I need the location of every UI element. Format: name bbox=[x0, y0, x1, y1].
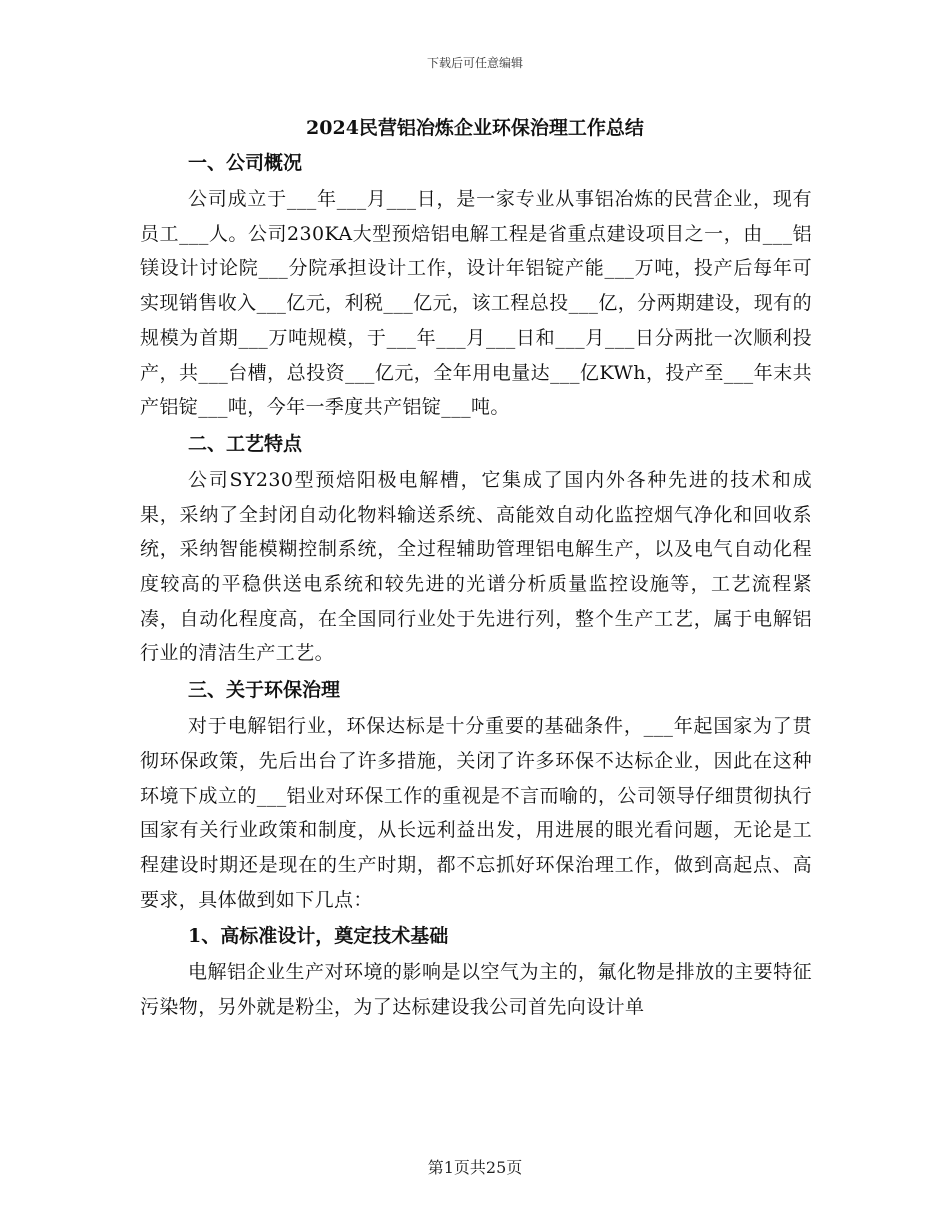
header-note: 下载后可任意编辑 bbox=[426, 56, 523, 70]
page-footer: 第1页共25页 bbox=[427, 1158, 523, 1177]
paragraph-environment: 对于电解铝行业，环保达标是十分重要的基础条件，___年起国家为了贯彻环保政策，先后出台了许多措施，关闭了许多环保不达标企业，因此在这种环境下成立的___铝业对环保工作的重视是不言而喻的，公司领导仔细贯彻执行国家有关行业政策和制度，从长远利益出发，用进展的眼光看问题，无论是工程建设时期还是现在的生产时期，都不忘抓好环保治理工作，做到高起点、高要求，具体做到如下几点： bbox=[140, 715, 812, 911]
subsection-heading-design: 1、高标准设计，奠定技术基础 bbox=[188, 925, 449, 948]
section-heading-environment: 三、关于环保治理 bbox=[188, 679, 341, 702]
paragraph-process: 公司SY230型预焙阳极电解槽，它集成了国内外各种先进的技术和成果，采纳了全封闭自动化物料输送系统、高能效自动化监控烟气净化和回收系统，采纳智能模糊控制系统，全过程辅助管理铝电解生产，以及电气自动化程度较高的平稳供送电系统和较先进的光谱分析质量监控设施等，工艺流程紧凑，自动化程度高，在全国同行业处于先进行列，整个生产工艺，属于电解铝行业的清洁生产工艺。 bbox=[140, 468, 812, 665]
paragraph-overview: 公司成立于___年___月___日，是一家专业从事铝冶炼的民营企业，现有员工___人。公司230KA大型预焙铝电解工程是省重点建设项目之一，由___铝镁设计讨论院___分院承担设计工作，设计年铝锭产能___万吨，投产后每年可实现销售收入___亿元，利税___亿元，该工程总投___亿，分两期建设，现有的规模为首期___万吨规模，于___年___月___日和___月___日分两批一次顺利投产，共___台槽，总投资___亿元，全年用电量达___亿KWh，投产至___年末共产铝锭___吨，今年一季度共产铝锭___吨。 bbox=[140, 188, 812, 419]
document-body bbox=[140, 146, 812, 1025]
paragraph-design: 电解铝企业生产对环境的影响是以空气为主的，氟化物是排放的主要特征污染物，另外就是粉尘，为了达标建设我公司首先向设计单 bbox=[140, 961, 812, 1019]
section-heading-process: 二、工艺特点 bbox=[188, 432, 303, 455]
section-heading-overview: 一、公司概况 bbox=[188, 152, 303, 174]
document-title: 2024民营铝冶炼企业环保治理工作总结 bbox=[306, 117, 644, 139]
